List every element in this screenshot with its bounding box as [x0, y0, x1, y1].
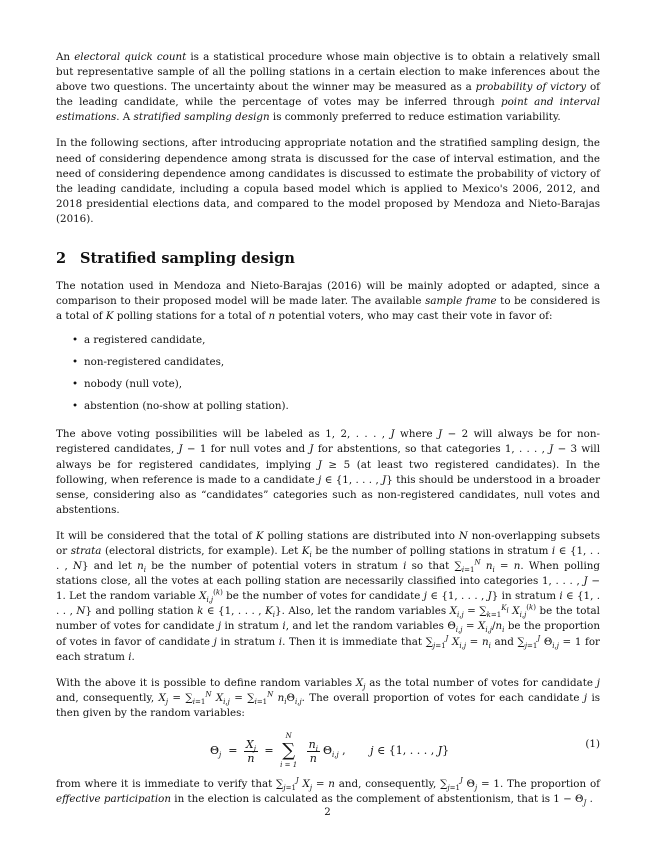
- equation-number: (1): [585, 738, 600, 750]
- paragraph-labels: The above voting possibilities will be labeled as 1, 2, . . . , J where J − 2 will always be for non-registered candidates, J − 1 for null votes and J for abstentions, so that categories 1, . . . , J − 3 will always be for registered candidates, implying J ≥ 5 (at least two registered candidates). In the following, when reference is made to a candidate j ∈ {1, . . . , J} this should be understood in a broader sense, considering also as “candidates” categories such as non-registered candidates, null votes and abstentions.: [56, 428, 600, 516]
- paragraph-intro: An electoral quick count is a statistical procedure whose main objective is to obtain a relatively small but representative sample of all the polling stations in a certain election to make inferences about the above two questions. The uncertainty about the winner may be measured as a probability of victory of the leading candidate, while the percentage of votes may be inferred through point and interval estimations. A stratified sampling design is commonly preferred to reduce estimation variability.: [56, 51, 600, 124]
- section-heading: [56, 249, 600, 269]
- page-content: [56, 50, 600, 807]
- list-item: • abstention (no-show at polling station).: [56, 399, 600, 414]
- list-item: • a registered candidate,: [56, 333, 600, 348]
- equation-1: [56, 721, 600, 777]
- equation-body: $\Theta_j$ = $\frac{X_j}{n}$ = N ∑ i = 1 $\frac{n_i}{n}$ $\Theta_{i,j}$ , j ∈ {1, . . . , J}: [210, 732, 450, 769]
- voting-options-list: [56, 333, 600, 414]
- paragraph-strata: It will be considered that the total of K polling stations are distributed into N non-overlapping subsets or strata (electoral districts, for example). Let $K_i$ be the number of polling stations in stratum i ∈ {1, . . . , N} and let $n_i$ be the number of potential voters in stratum i so that $\sum_{i=1}^N$ $n_i = n$. When polling stations close, all the votes at each polling station are necessarily classified into categories 1, . . . , J − 1. Let the random variable $X_{i,j}^{(k)}$ be the number of votes for candidate j ∈ {1, . . . , J} in stratum i ∈ {1, . . . , N} and polling station k ∈ {1, . . . , $K_i$}. Also, let the random variables $X_{i,j} = \sum_{k=1}^{K_i}$ $X_{i,j}^{(k)}$ be the total number of votes for candidate j in stratum i, and let the random variables $\Theta_{i,j} = X_{i,j}/n_i$ be the proportion of votes in favor of candidate j in stratum i. Then it is immediate that $\sum_{j=1}^J$ $X_{i,j} = n_i$ and $\sum_{j=1}^J$ $\Theta_{i,j} = 1$ for each stratum i.: [56, 529, 600, 663]
- paragraph-totals: With the above it is possible to define random variables $X_j$ as the total number of votes for candidate j and, consequently, $X_j = \sum_{i=1}^N$ $X_{i,j} = \sum_{i=1}^N$ $n_i\Theta_{i,j}$. The overall proportion of votes for each candidate j is then given by the random variables:: [56, 676, 601, 719]
- section-number: 2: [56, 250, 67, 268]
- paragraph-notation: The notation used in Mendoza and Nieto-Barajas (2016) will be mainly adopted or adapted, since a comparison to their proposed model will be made later. The available sample frame to be considered is a total of K polling stations for a total of n potential voters, who may cast their vote in favor of:: [56, 280, 600, 323]
- paragraph-participation: from where it is immediate to verify that $\sum_{j=1}^J$ $X_j = n$ and, consequently, $\sum_{j=1}^J$ $\Theta_j = 1$. The proportion of effective participation in the election is calculated as the complement of abstentionism, that is $1 - \Theta_J$ .: [56, 776, 600, 808]
- section-title: Stratified sampling design: [80, 250, 295, 268]
- paragraph-outline: In the following sections, after introducing appropriate notation and the stratified sampling design, the need of considering dependence among strata is discussed for the case of interval estimation, and the need of considering dependence among candidates is discussed to estimate the probability of victory of the leading candidate, including a copula based model which is applied to Mexico's 2006, 2012, and 2018 presidential elections data, and compared to the model proposed by Mendoza and Nieto-Barajas (2016).: [56, 137, 600, 225]
- list-item: • non-registered candidates,: [56, 355, 600, 370]
- page-number: 2: [324, 806, 331, 818]
- list-item: • nobody (null vote),: [56, 377, 600, 392]
